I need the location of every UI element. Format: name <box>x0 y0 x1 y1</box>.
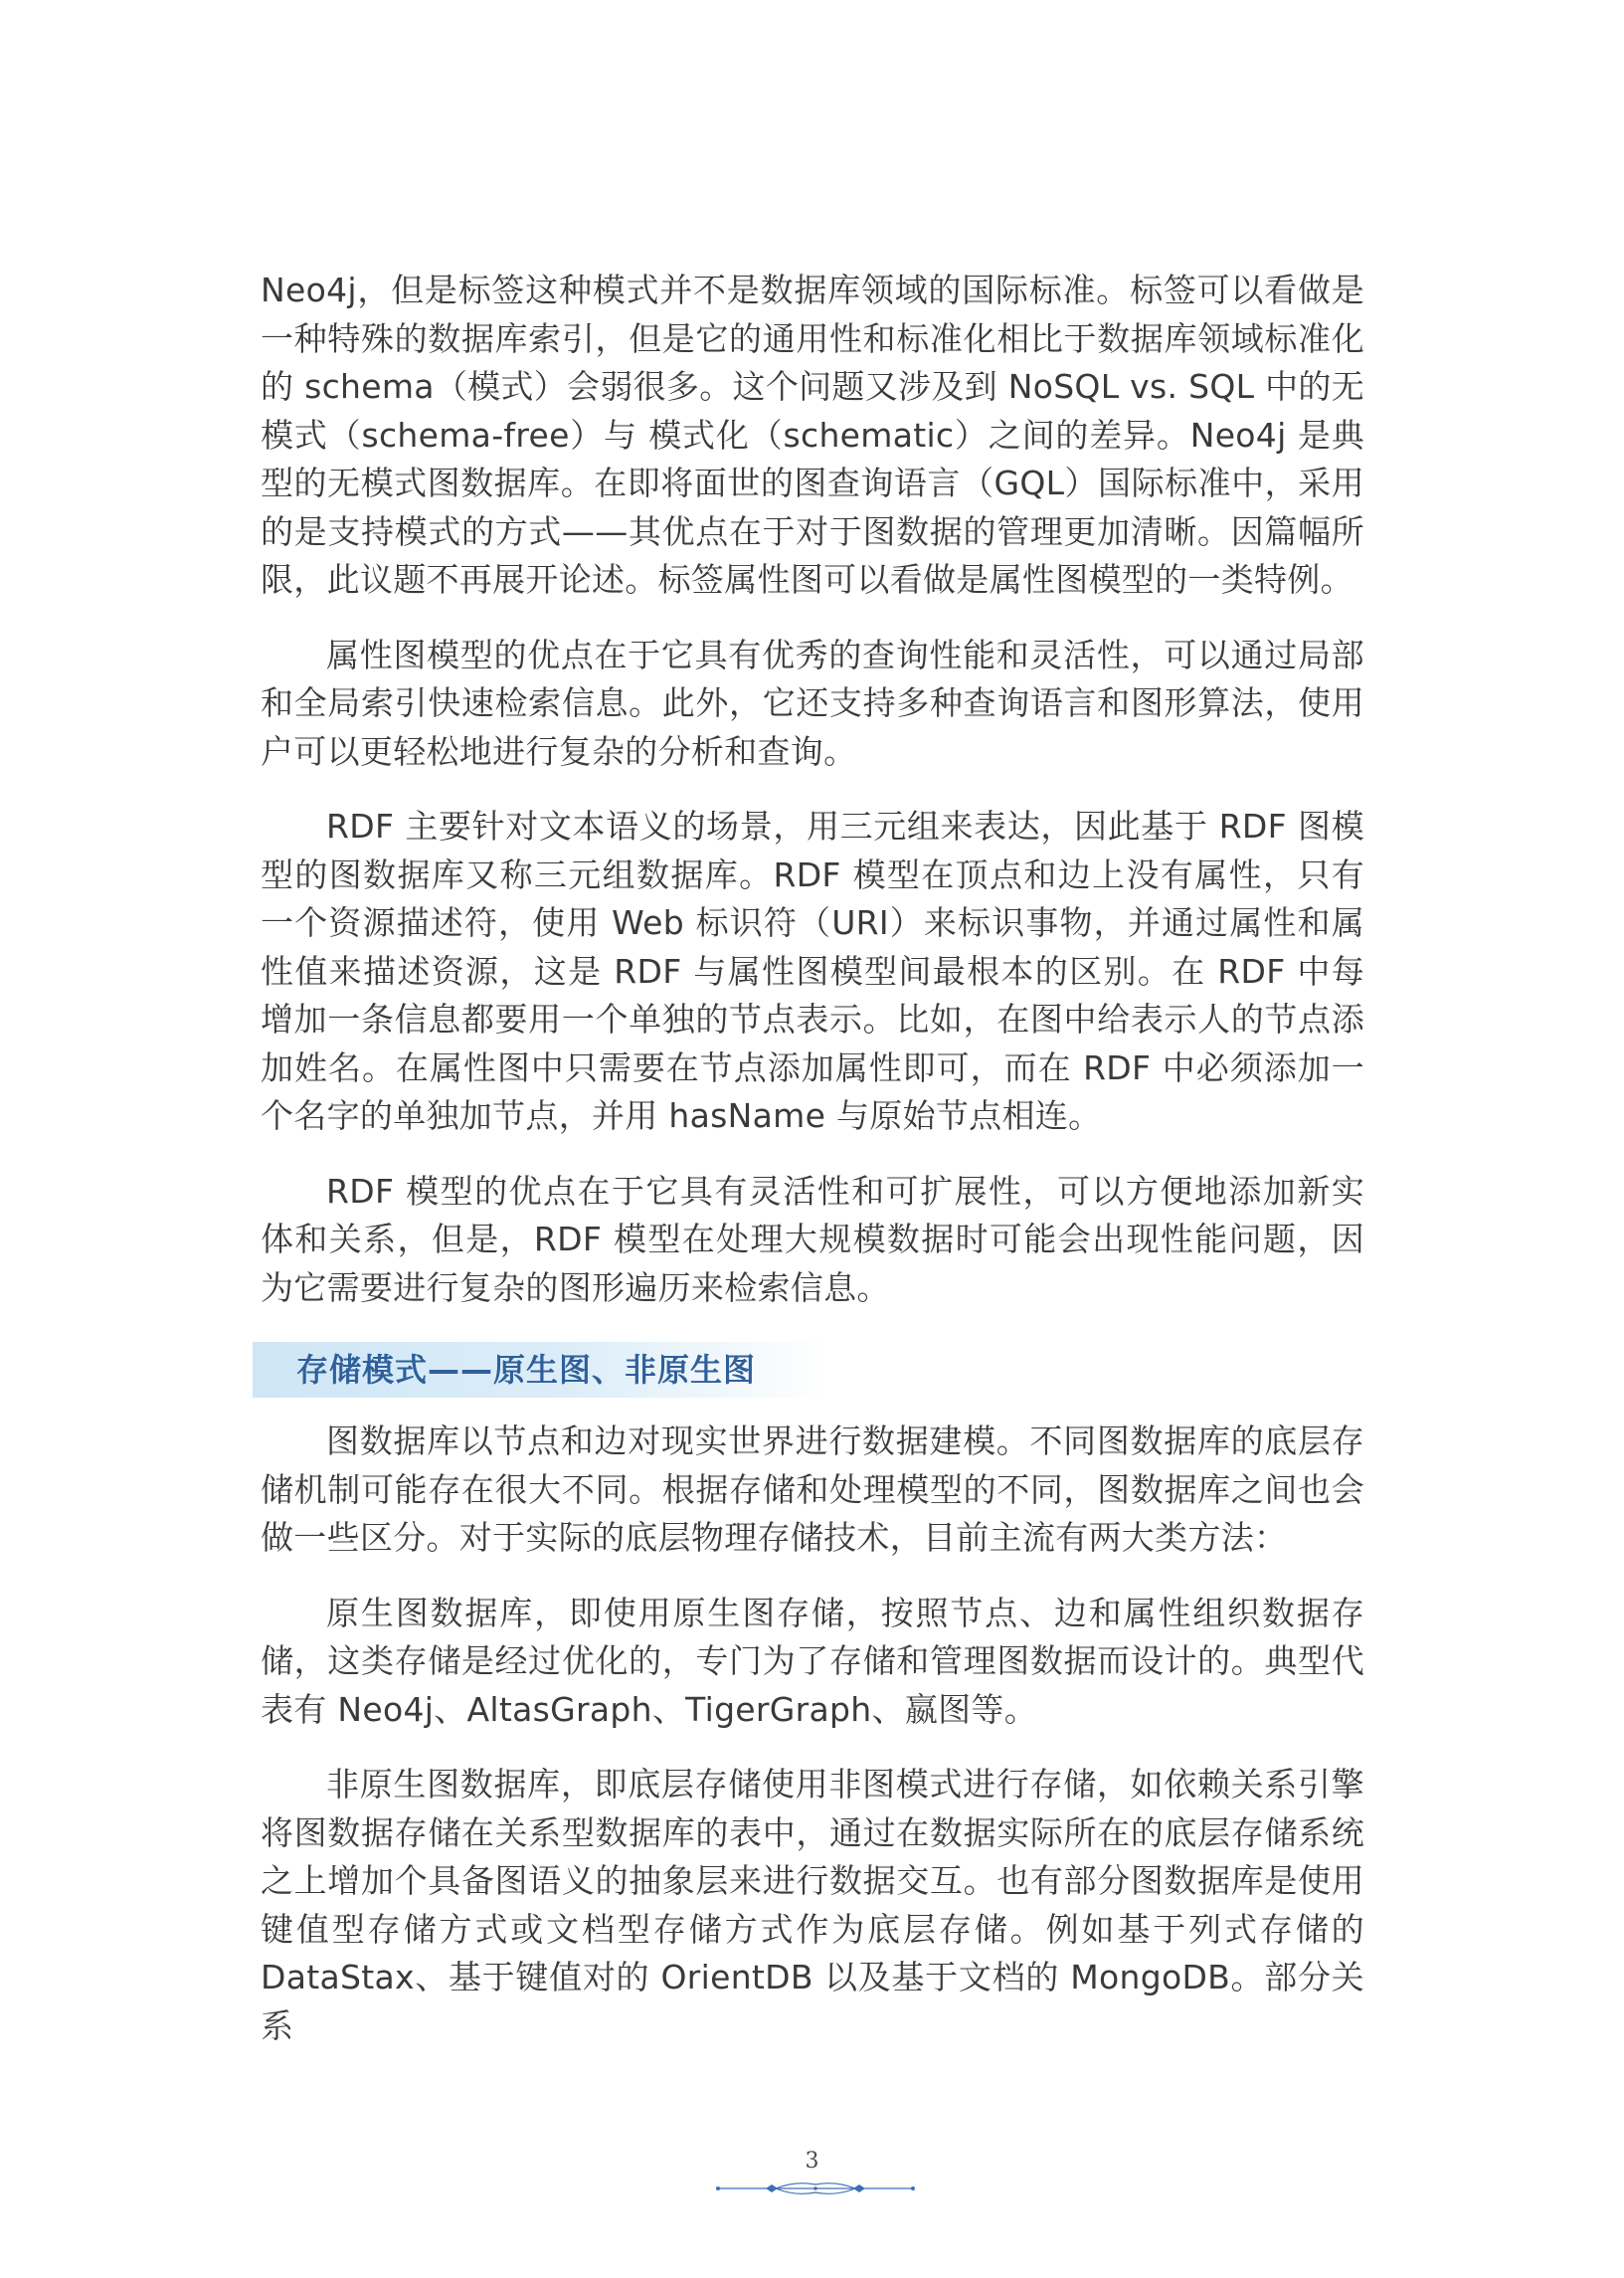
page-content <box>261 267 1364 2050</box>
paragraph-non-native-graph: 非原生图数据库，即底层存储使用非图模式进行存储，如依赖关系引擎将图数据存储在关系型数据库的表中，通过在数据实际所在的底层存储系统之上增加个具备图语义的抽象层来进行数据交互。也有部分图数据库是使用键值型存储方式或文档型存储方式作为底层存储。例如基于列式存储的 DataStax、基于键值对的 OrientDB 以及基于文档的 MongoDB。部分关系 <box>261 1765 1364 2045</box>
page-footer <box>0 2149 1624 2208</box>
paragraph-native-graph: 原生图数据库，即使用原生图存储，按照节点、边和属性组织数据存储，这类存储是经过优化的，专门为了存储和管理图数据而设计的。典型代表有 Neo4j、AltasGraph、TigerGraph、嬴图等。 <box>261 1593 1364 1729</box>
paragraph-storage-intro: 图数据库以节点和边对现实世界进行数据建模。不同图数据库的底层存储机制可能存在很大不同。根据存储和处理模型的不同，图数据库之间也会做一些区分。对于实际的底层物理存储技术，目前主流有两大类方法： <box>261 1422 1364 1557</box>
footer-ornament-icon <box>716 2179 915 2198</box>
section-heading-storage-modes <box>253 1342 829 1398</box>
page-number: 3 <box>805 2149 819 2174</box>
paragraph-rdf-description: RDF 主要针对文本语义的场景，用三元组来表达，因此基于 RDF 图模型的图数据库又称三元组数据库。RDF 模型在顶点和边上没有属性，只有一个资源描述符，使用 Web 标识符（URI）来标识事物，并通过属性和属性值来描述资源，这是 RDF 与属性图模型间最根本的区别。在 RDF 中每增加一条信息都要用一个单独的节点表示。比如，在图中给表示人的节点添加姓名。在属性图中只需要在节点添加属性即可，而在 RDF 中必须添加一个名字的单独加节点，并用 hasName 与原始节点相连。 <box>261 807 1364 1135</box>
paragraph-labels-schema: Neo4j，但是标签这种模式并不是数据库领域的国际标准。标签可以看做是一种特殊的数据库索引，但是它的通用性和标准化相比于数据库领域标准化的 schema（模式）会弱很多。这个问题又涉及到 NoSQL vs. SQL 中的无模式（schema-free）与 模式化（schematic）之间的差异。Neo4j 是典型的无模式图数据库。在即将面世的图查询语言（GQL）国际标准中，采用的是支持模式的方式——其优点在于对于图数据的管理更加清晰。因篇幅所限，此议题不再展开论述。标签属性图可以看做是属性图模型的一类特例。 <box>261 271 1364 599</box>
paragraph-property-graph-advantages: 属性图模型的优点在于它具有优秀的查询性能和灵活性，可以通过局部和全局索引快速检索信息。此外，它还支持多种查询语言和图形算法，使用户可以更轻松地进行复杂的分析和查询。 <box>261 635 1364 771</box>
paragraph-rdf-advantages: RDF 模型的优点在于它具有灵活性和可扩展性，可以方便地添加新实体和关系，但是，RDF 模型在处理大规模数据时可能会出现性能问题，因为它需要进行复杂的图形遍历来检索信息。 <box>261 1171 1364 1307</box>
section-heading-text: 存储模式——原生图、非原生图 <box>296 1351 757 1389</box>
